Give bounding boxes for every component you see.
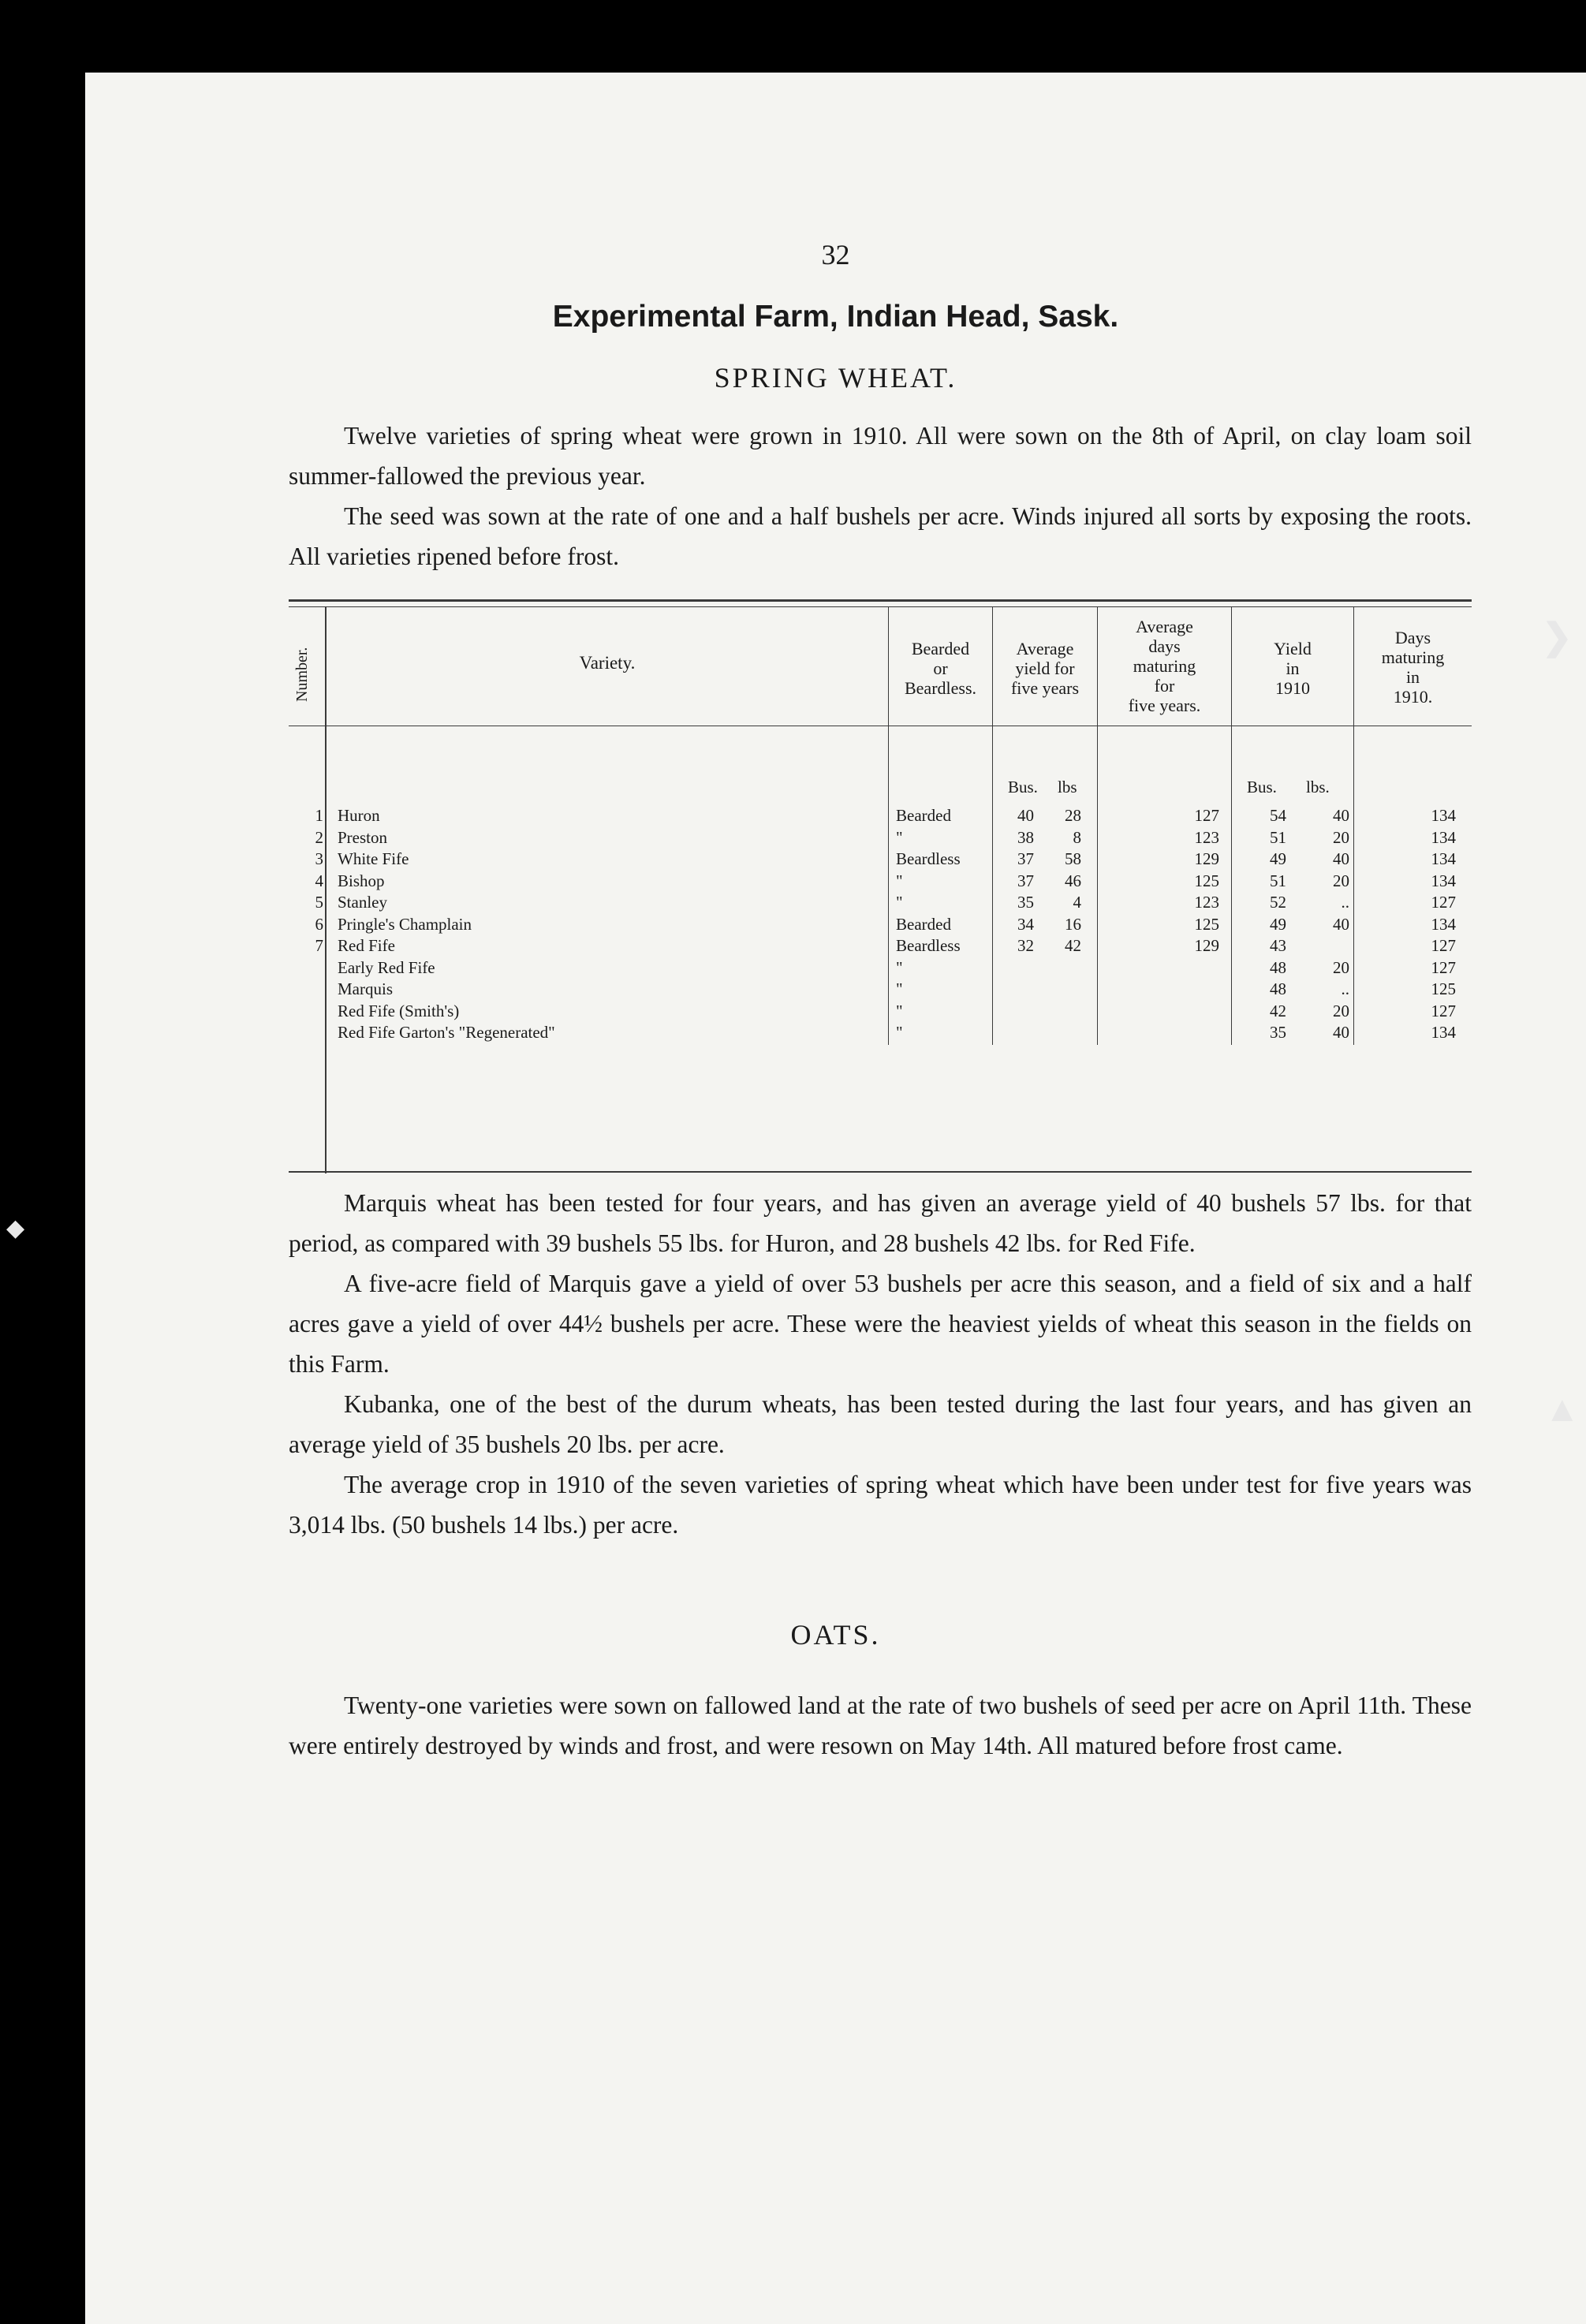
cell-ad: 125 bbox=[1194, 914, 1219, 934]
cell-dm: 134 bbox=[1431, 806, 1456, 825]
cell-ab: 32 bbox=[1017, 936, 1034, 955]
cell-ab: 38 bbox=[1017, 827, 1034, 847]
cell-bb: Beardless bbox=[896, 849, 961, 868]
cell-variety: Red Fife bbox=[338, 936, 395, 955]
cell-yb: 42 bbox=[1270, 1001, 1286, 1020]
cell-bb: " bbox=[896, 1023, 903, 1042]
cell-variety: Preston bbox=[338, 827, 387, 847]
cell-variety: Red Fife Garton's "Regenerated" bbox=[338, 1023, 555, 1042]
average-crop-paragraph: The average crop in 1910 of the seven varieties of spring wheat which have been under test for five years was 3,014 lbs. (50 bushels 14 lbs.) per acre. bbox=[289, 1471, 1472, 1539]
cell-num: 1 bbox=[315, 806, 323, 825]
margin-scan-mark: ◆ bbox=[6, 1215, 25, 1241]
intro-paragraph-2: The seed was sown at the rate of one and a half bushels per acre. Winds injured all sorts by exposing the roots. All varieties ripened before frost. bbox=[289, 502, 1472, 570]
table-row bbox=[289, 806, 1472, 826]
cell-ad: 127 bbox=[1194, 806, 1219, 825]
cell-ab: 37 bbox=[1017, 871, 1034, 890]
bearded-header: Bearded or Beardless. bbox=[904, 639, 977, 698]
cell-dm: 134 bbox=[1431, 1023, 1456, 1042]
cell-num: 7 bbox=[315, 936, 323, 955]
cell-ab: 40 bbox=[1017, 806, 1034, 825]
unit-bus-1910: Bus. bbox=[1247, 778, 1277, 796]
cell-bb: Bearded bbox=[896, 806, 951, 825]
cell-num: 4 bbox=[315, 871, 323, 890]
cell-variety: White Fife bbox=[338, 849, 409, 868]
cell-ad: 123 bbox=[1194, 827, 1219, 847]
cell-bb: " bbox=[896, 979, 903, 998]
cell-variety: Marquis bbox=[338, 979, 393, 998]
cell-yl: 40 bbox=[1333, 806, 1349, 825]
table-row bbox=[289, 958, 1472, 979]
cell-variety: Pringle's Champlain bbox=[338, 914, 472, 934]
page-title: Experimental Farm, Indian Head, Sask. bbox=[552, 300, 1119, 334]
cell-yl: 40 bbox=[1333, 914, 1349, 934]
cell-yb: 49 bbox=[1270, 914, 1286, 934]
cell-num: 6 bbox=[315, 914, 323, 934]
cell-num: 2 bbox=[315, 827, 323, 847]
table-row bbox=[289, 849, 1472, 870]
cell-yl: 40 bbox=[1333, 849, 1349, 868]
table-row bbox=[289, 828, 1472, 849]
cell-dm: 134 bbox=[1431, 914, 1456, 934]
cell-yb: 54 bbox=[1270, 806, 1286, 825]
cell-yl: 20 bbox=[1333, 827, 1349, 847]
avg-days-header: Average days maturing for five years. bbox=[1128, 617, 1201, 715]
cell-yb: 48 bbox=[1270, 979, 1286, 998]
yield-1910-header: Yield in 1910 bbox=[1274, 639, 1312, 698]
cell-bb: Beardless bbox=[896, 936, 961, 955]
cell-variety: Red Fife (Smith's) bbox=[338, 1001, 460, 1020]
cell-dm: 127 bbox=[1431, 936, 1456, 955]
unit-lbs: lbs bbox=[1058, 778, 1077, 796]
cell-ad: 129 bbox=[1194, 849, 1219, 868]
cell-al: 42 bbox=[1065, 936, 1081, 955]
cell-dm: 134 bbox=[1431, 871, 1456, 890]
table-row bbox=[289, 893, 1472, 913]
table-row bbox=[289, 979, 1472, 1000]
cell-variety: Stanley bbox=[338, 893, 387, 912]
cell-bb: " bbox=[896, 893, 903, 912]
cell-variety: Bishop bbox=[338, 871, 385, 890]
cell-dm: 134 bbox=[1431, 827, 1456, 847]
cell-dm: 127 bbox=[1431, 1001, 1456, 1020]
cell-yb: 51 bbox=[1270, 827, 1286, 847]
variety-header: Variety. bbox=[579, 653, 636, 673]
cell-bb: " bbox=[896, 827, 903, 847]
cell-variety: Huron bbox=[338, 806, 380, 825]
table-row bbox=[289, 1023, 1472, 1043]
cell-bb: " bbox=[896, 1001, 903, 1020]
cell-ad: 123 bbox=[1194, 893, 1219, 912]
cell-ab: 35 bbox=[1017, 893, 1034, 912]
cell-num: 5 bbox=[315, 893, 323, 912]
kubanka-paragraph: Kubanka, one of the best of the durum wheats, has been tested during the last four years, and has given an average yield of 35 bushels 20 lbs. per acre. bbox=[289, 1390, 1472, 1458]
unit-bus: Bus. bbox=[1008, 778, 1038, 796]
margin-scan-mark: ❯ bbox=[1542, 617, 1573, 657]
oats-paragraph: Twenty-one varieties were sown on fallowed land at the rate of two bushels of seed per acre on April 11th. These were entirely destroyed by winds and frost, and were resown on May 14th. All matured before frost came. bbox=[289, 1692, 1472, 1759]
spring-wheat-table bbox=[289, 599, 1472, 1179]
cell-al: 28 bbox=[1065, 806, 1081, 825]
five-acre-paragraph: A five-acre field of Marquis gave a yield of over 53 bushels per acre this season, and a field of six and a half acres gave a yield of over 44½ bushels per acre. These were the heaviest yields of wheat this season in the fields on this Farm. bbox=[289, 1270, 1472, 1378]
intro-paragraph-1: Twelve varieties of spring wheat were grown in 1910. All were sown on the 8th of April, on clay loam soil summer-fallowed the previous year. bbox=[289, 422, 1472, 490]
cell-yl: .. bbox=[1341, 893, 1349, 912]
cell-al: 8 bbox=[1073, 827, 1081, 847]
oats-heading: OATS. bbox=[790, 1619, 881, 1651]
avg-yield-header: Average yield for five years bbox=[1010, 639, 1080, 698]
cell-yb: 35 bbox=[1270, 1023, 1286, 1042]
number-header: Number. bbox=[293, 647, 311, 702]
spring-wheat-heading: SPRING WHEAT. bbox=[714, 362, 957, 394]
cell-yl: 20 bbox=[1333, 957, 1349, 977]
margin-scan-mark: ▲ bbox=[1544, 1389, 1580, 1429]
cell-bb: " bbox=[896, 871, 903, 890]
cell-dm: 127 bbox=[1431, 893, 1456, 912]
marquis-paragraph: Marquis wheat has been tested for four years, and has given an average yield of 40 bushels 57 lbs. for that period, as compared with 39 bushels 55 lbs. for Huron, and 28 bushels 42 lbs. for Red Fife. bbox=[289, 1189, 1472, 1257]
unit-lbs-1910: lbs. bbox=[1306, 778, 1330, 796]
page-number: 32 bbox=[821, 239, 850, 270]
cell-al: 4 bbox=[1073, 893, 1081, 912]
cell-bb: Bearded bbox=[896, 914, 951, 934]
cell-dm: 134 bbox=[1431, 849, 1456, 868]
cell-yb: 49 bbox=[1270, 849, 1286, 868]
cell-variety: Early Red Fife bbox=[338, 957, 435, 977]
table-row bbox=[289, 1002, 1472, 1022]
cell-ad: 125 bbox=[1194, 871, 1219, 890]
oats-text bbox=[289, 1685, 1472, 1766]
cell-yb: 48 bbox=[1270, 957, 1286, 977]
cell-num: 3 bbox=[315, 849, 323, 868]
cell-yb: 43 bbox=[1270, 936, 1286, 955]
cell-dm: 125 bbox=[1431, 979, 1456, 998]
cell-bb: " bbox=[896, 957, 903, 977]
cell-yl: 20 bbox=[1333, 1001, 1349, 1020]
table-row bbox=[289, 871, 1472, 892]
cell-yl: 20 bbox=[1333, 871, 1349, 890]
cell-yl: .. bbox=[1341, 979, 1349, 998]
days-1910-header: Days maturing in 1910. bbox=[1381, 628, 1445, 707]
cell-dm: 127 bbox=[1431, 957, 1456, 977]
table-row bbox=[289, 936, 1472, 957]
cell-al: 58 bbox=[1065, 849, 1081, 868]
table-row bbox=[289, 915, 1472, 935]
cell-ab: 37 bbox=[1017, 849, 1034, 868]
cell-al: 46 bbox=[1065, 871, 1081, 890]
cell-yl: 40 bbox=[1333, 1023, 1349, 1042]
cell-al: 16 bbox=[1065, 914, 1081, 934]
after-table-text bbox=[289, 1183, 1472, 1545]
scanned-page bbox=[85, 73, 1586, 2324]
spring-wheat-intro bbox=[289, 416, 1472, 576]
cell-ab: 34 bbox=[1017, 914, 1034, 934]
cell-yb: 52 bbox=[1270, 893, 1286, 912]
cell-yb: 51 bbox=[1270, 871, 1286, 890]
cell-ad: 129 bbox=[1194, 936, 1219, 955]
